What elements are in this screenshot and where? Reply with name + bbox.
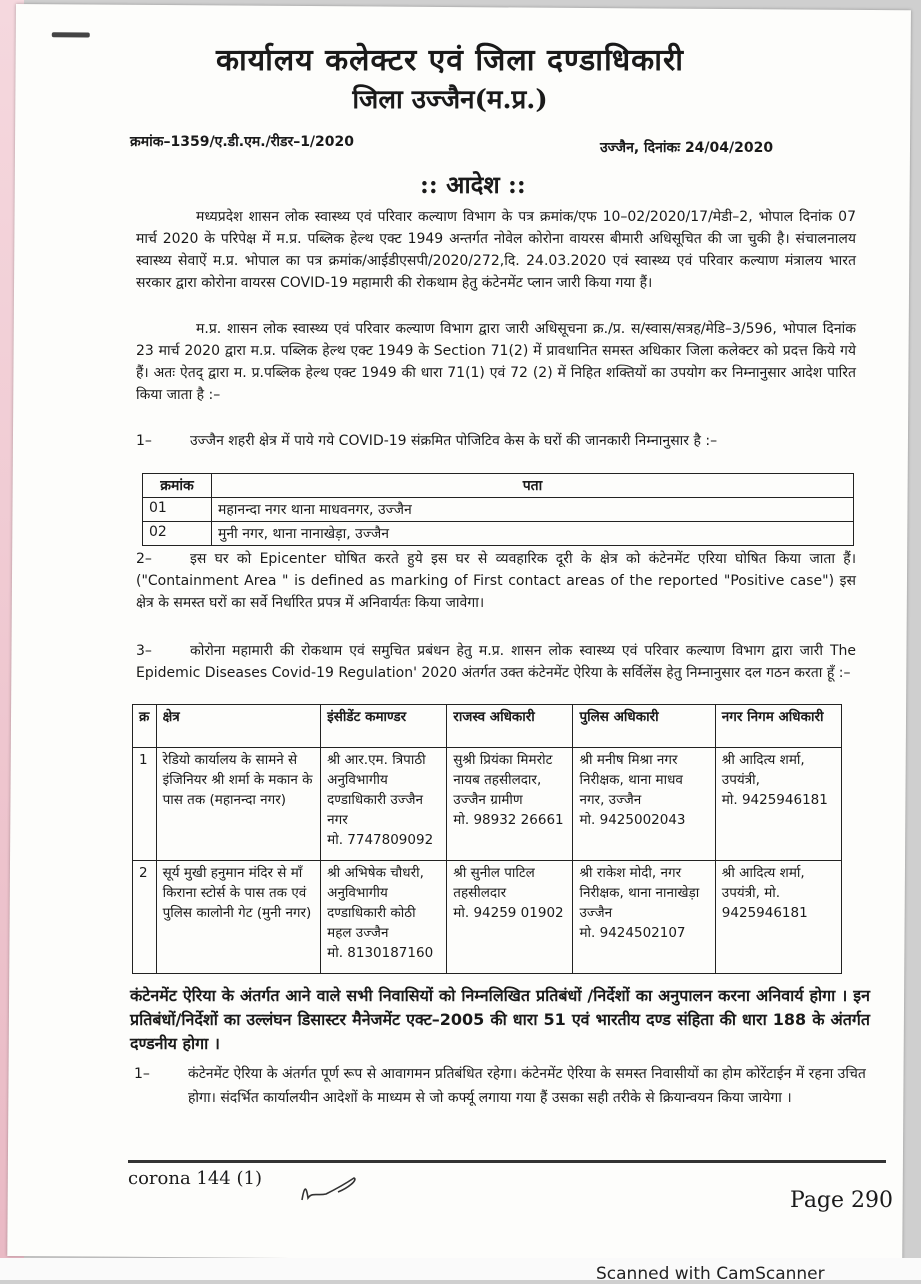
column-header: क्षेत्र bbox=[156, 705, 321, 748]
phone-number: 9425946181 bbox=[721, 905, 808, 921]
table-cell bbox=[321, 861, 447, 974]
address-table bbox=[142, 473, 854, 546]
item-text: उज्जैन शहरी क्षेत्र में पाये गये COVID-19 संक्रमित पोजिटिव केस के घरों की जानकारी निम्नानुसार है :– bbox=[190, 433, 718, 449]
table-cell bbox=[573, 861, 715, 974]
restriction-item-1 bbox=[134, 1062, 874, 1110]
table-row bbox=[143, 498, 854, 522]
item-text: इस घर को Epicenter घोषित करते हुये इस घर से व्यवहारिक दूरी के क्षेत्र को कंटेनमेंट एरिया घोषित किया जाता हैं। ("Containment Area " is defined as marking of First contact areas of the reported "Positive case") इस क्षेत्र के समस्त घरों का सर्वे निर्धारित प्रपत्र में अनिवार्यतः किया जावेगा। bbox=[136, 551, 856, 611]
table-cell bbox=[573, 748, 715, 861]
order-heading: :: आदेश :: bbox=[420, 170, 526, 199]
column-header: पुलिस अधिकारी bbox=[573, 705, 715, 748]
office-title: कार्यालय कलेक्टर एवं जिला दण्डाधिकारी bbox=[215, 43, 685, 78]
commander-name: श्री अभिषेक चौधरी, अनुविभागीय दण्डाधिकारी कोठी महल उज्जैन bbox=[327, 865, 424, 941]
restrictions-intro: कंटेनमेंट ऐरिया के अंतर्गत आने वाले सभी निवासियों को निम्नलिखित प्रतिबंधों /निर्देशों का अनुपालन करना अनिवार्य होगा । इन प्रतिबंधों/निर्देशों का उल्लंघन डिसास्टर मैनेजमेंट एक्ट–2005 की धारा 51 एवं भारतीय दण्ड संहिता की धारा 188 के अंतर्गत दण्डनीय होगा । bbox=[130, 986, 870, 1053]
municipal-officer-name: श्री आदित्य शर्मा, उपयंत्री, मो. bbox=[721, 865, 805, 901]
item-text: कोरोना महामारी की रोकथाम एवं समुचित प्रबंधन हेतु म.प्र. शासन लोक स्वास्थ्य एवं परिवार कल्याण विभाग द्वारा जारी The Epidemic Diseases Covid-19 Regulation' 2020 अंतर्गत उक्त कंटेनमेंट ऐरिया के सर्विलेंस हेतु निम्नानुसार दल गठन करता हूँ :– bbox=[136, 643, 856, 681]
revenue-officer-name: श्री सुनील पाटिल तहसीलदार bbox=[453, 865, 535, 901]
surveillance-team-table bbox=[132, 704, 842, 974]
signature-mark bbox=[298, 1170, 368, 1214]
table-cell: 02 bbox=[143, 522, 212, 546]
phone-number: मो. 98932 26661 bbox=[453, 812, 564, 828]
staple-mark bbox=[52, 32, 90, 37]
table-row bbox=[143, 522, 854, 546]
table-cell: महानन्दा नगर थाना माधवनगर, उज्जैन bbox=[212, 498, 854, 522]
order-date: उज्जैन, दिनांकः 24/04/2020 bbox=[600, 140, 774, 156]
table-header-row bbox=[143, 474, 854, 498]
item-number: 2– bbox=[136, 551, 152, 567]
table-header-row bbox=[133, 705, 842, 748]
commander-name: श्री आर.एम. त्रिपाठी अनुविभागीय दण्डाधिकारी उज्जैन नगर bbox=[327, 752, 426, 828]
column-header: क्रमांक bbox=[143, 474, 212, 498]
phone-number: मो. 7747809092 bbox=[327, 832, 434, 848]
paragraph-authority: म.प्र. शासन लोक स्वास्थ्य एवं परिवार कल्याण विभाग द्वारा जारी अधिसूचना क्र./प्र. स/स्वास/सत्रह/मेडि–3/596, भोपाल दिनांक 23 मार्च 2020 द्वारा म.प्र. पब्लिक हेल्थ एक्ट 1949 के Section 71(2) में प्रावधानित समस्त अधिकार जिला कलेक्टर को प्रदत्त किये गये हैं। अतः ऐतद् द्वारा म. प्र.पब्लिक हेल्थ एक्ट 1949 की धारा 71(1) एवं 72 (2) में निहित शक्तियों का उपयोग कर निम्नानुसार आदेश पारित किया जाता है :– bbox=[136, 321, 856, 403]
column-header: नगर निगम अधिकारी bbox=[715, 705, 841, 748]
police-officer-name: श्री मनीष मिश्रा नगर निरीक्षक, थाना माधव नगर, उज्जैन bbox=[579, 752, 683, 808]
phone-number: मो. 9425946181 bbox=[721, 792, 828, 808]
paragraph-item-3 bbox=[136, 640, 856, 684]
paragraph-intro: मध्यप्रदेश शासन लोक स्वास्थ्य एवं परिवार कल्याण विभाग के पत्र क्रमांक/एफ 10–02/2020/17/मेडी–2, भोपाल दिनांक 07 मार्च 2020 के परिपेक्ष में म.प्र. पब्लिक हेल्थ एक्ट 1949 अन्तर्गत नोवेल कोरोना वायरस बीमारी अधिसूचित की जा चुकी है। संचालनालय स्वास्थ्य सेवाऐं म.प्र. भोपाल का पत्र क्रमांक/आईडीएसपी/2020/272,दि. 24.03.2020 एवं स्वास्थ्य एवं परिवार कल्याण मंत्रालय भारत सरकार द्वारा कोरोना वायरस COVID-19 महामारी की रोकथाम हेतु कंटेनमेंट प्लान जारी किया गया हैं। bbox=[136, 209, 856, 291]
table-cell: मुनी नगर, थाना नानाखेड़ा, उज्जैन bbox=[212, 522, 854, 546]
column-header: क्र bbox=[133, 705, 157, 748]
phone-number: मो. 94259 01902 bbox=[453, 905, 564, 921]
phone-number: मो. 9425002043 bbox=[579, 812, 686, 828]
table-cell bbox=[321, 748, 447, 861]
table-cell bbox=[447, 748, 573, 861]
reference-number: क्रमांक–1359/ए.डी.एम./रीडर–1/2020 bbox=[130, 134, 355, 150]
table-cell: रेडियो कार्यालय के सामने से इंजिनियर श्री शर्मा के मकान के पास तक (महानन्दा नगर) bbox=[156, 748, 321, 861]
paragraph-item-2 bbox=[136, 548, 856, 614]
item-number: 1– bbox=[134, 1066, 150, 1082]
police-officer-name: श्री राकेश मोदी, नगर निरीक्षक, थाना नानाखेड़ा उज्जैन bbox=[579, 865, 700, 921]
table-cell: 1 bbox=[133, 748, 157, 861]
item-number: 1– bbox=[136, 433, 152, 449]
table-cell bbox=[715, 748, 841, 861]
item-text: कंटेनमेंट ऐरिया के अंतर्गत पूर्ण रूप से आवागमन प्रतिबंधित रहेगा। कंटेनमेंट ऐरिया के समस्त निवासीयों का होम कोरेंटाईन में रहना उचित होगा। संदर्भित कार्यालयीन आदेशों के माध्यम से जो कर्फ्यू लगाया गया हैं उसका सही तरीके से क्रियान्वयन किया जायेगा । bbox=[188, 1066, 866, 1106]
phone-number: मो. 8130187160 bbox=[327, 945, 434, 961]
phone-number: मो. 9424502107 bbox=[579, 925, 686, 941]
footer-divider bbox=[128, 1160, 886, 1163]
table-cell: 01 bbox=[143, 498, 212, 522]
table-row bbox=[133, 861, 842, 974]
table-cell bbox=[715, 861, 841, 974]
file-reference: corona 144 (1) bbox=[128, 1168, 262, 1189]
table-cell bbox=[447, 861, 573, 974]
page-number: Page 290 bbox=[790, 1188, 894, 1213]
item-number: 3– bbox=[136, 643, 152, 659]
column-header: पता bbox=[212, 474, 854, 498]
district-title: जिला उज्जैन(म.प्र.) bbox=[352, 85, 548, 115]
column-header: राजस्व अधिकारी bbox=[447, 705, 573, 748]
paragraph-item-1 bbox=[136, 430, 856, 452]
revenue-officer-name: सुश्री प्रियंका मिमरोट नायब तहसीलदार, उज्जैन ग्रामीण bbox=[453, 752, 553, 808]
column-header: इंसीडेंट कमाण्डर bbox=[321, 705, 447, 748]
municipal-officer-name: श्री आदित्य शर्मा, उपयंत्री, bbox=[721, 752, 805, 788]
table-cell: सूर्य मुखी हनुमान मंदिर से माँ किराना स्टोर्स के पास तक एवं पुलिस कालोनी गेट (मुनी नगर) bbox=[156, 861, 321, 974]
table-row bbox=[133, 748, 842, 861]
scanner-watermark: Scanned with CamScanner bbox=[596, 1264, 825, 1284]
table-cell: 2 bbox=[133, 861, 157, 974]
